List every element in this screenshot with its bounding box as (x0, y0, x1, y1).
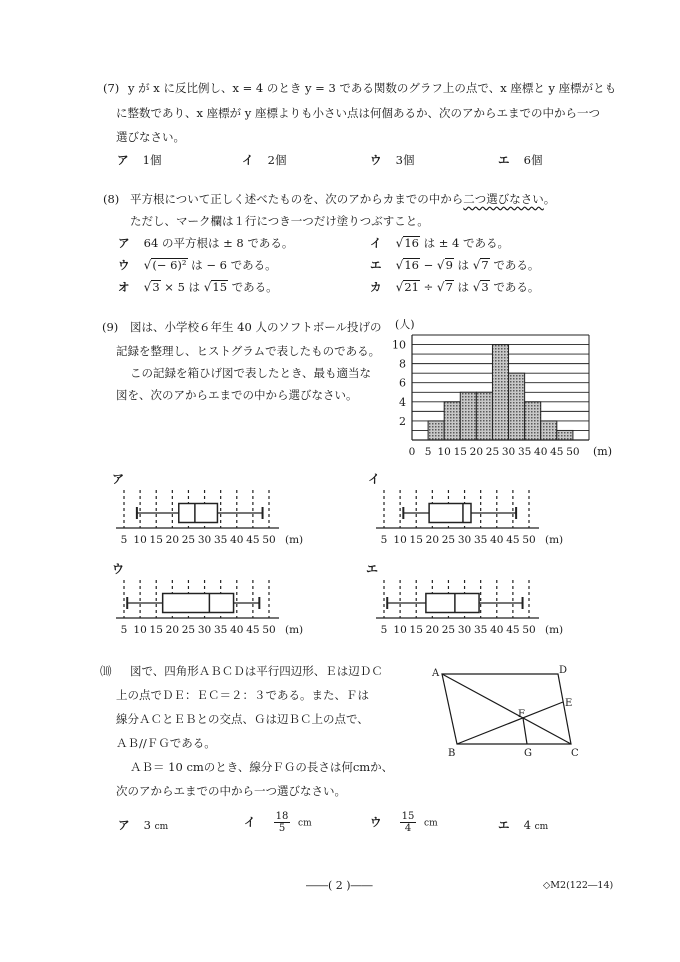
radical-sign: √ (143, 258, 152, 272)
boxplot-label: イ (368, 472, 381, 486)
q7-text-line3: 選びなさい。 (116, 130, 185, 144)
segment-ac (442, 674, 571, 744)
x-tick-label: 45 (550, 446, 564, 458)
x-axis-unit: (m) (285, 624, 304, 636)
q10-choice-e[interactable] (498, 818, 548, 834)
x-tick-label: 10 (393, 624, 407, 636)
operator: ÷ (419, 280, 437, 294)
choice-label: エ (498, 153, 510, 167)
choice-text: 3個 (395, 153, 415, 167)
q8-text-main: 平方根について正しく述べたものを、次のアからカまでの中から (130, 192, 464, 206)
segment-fg (523, 718, 527, 744)
radical-sign: √ (203, 280, 212, 294)
fraction (400, 811, 417, 834)
x-tick-label: 40 (230, 534, 244, 546)
choice-label: ア (118, 236, 130, 250)
parallelogram-figure (420, 655, 600, 765)
x-tick-label: 15 (149, 534, 163, 546)
choice-unit: cm (534, 822, 549, 832)
radicand: 21 (404, 280, 419, 294)
x-tick-label: 20 (165, 534, 180, 546)
point-g: G (524, 748, 532, 759)
choice-text: である。 (228, 280, 278, 294)
radical-sign: √ (395, 236, 404, 250)
histogram-bar (557, 430, 573, 440)
choice-label: カ (370, 280, 382, 294)
x-tick-label: 10 (133, 534, 147, 546)
x-axis-unit: (m) (285, 534, 304, 546)
radicand: 16 (404, 236, 419, 250)
fraction (274, 811, 291, 834)
boxplot-label: エ (366, 562, 379, 576)
denominator: 4 (404, 823, 412, 834)
x-tick-label: 20 (425, 534, 440, 546)
x-tick-label: 35 (473, 534, 488, 546)
connector: は (453, 280, 473, 294)
q10-text-line1: 図で、四角形ＡＢＣＤは平行四辺形、Ｅは辺ＤＣ (130, 664, 383, 678)
q8-choice-ka[interactable] (370, 280, 539, 294)
x-tick-label: 25 (441, 534, 456, 546)
choice-label: イ (244, 814, 256, 829)
radicand: 15 (212, 280, 228, 294)
x-tick-label: 30 (457, 624, 472, 636)
choice-label: ウ (118, 258, 130, 272)
histogram-bar (460, 392, 476, 440)
q10-choice-i[interactable] (244, 811, 312, 834)
choice-value: 3 (143, 818, 151, 832)
choice-text: 2個 (267, 153, 287, 167)
x-tick-label: 50 (566, 446, 580, 458)
choice-text: である。 (489, 280, 540, 294)
radical-sign: √ (472, 280, 481, 294)
choice-text: である。 (489, 258, 540, 272)
radical-sign: √ (143, 280, 152, 294)
x-tick-label: 45 (506, 624, 520, 636)
boxplot-i[interactable] (360, 465, 590, 555)
choice-text: は − 6 である。 (187, 258, 277, 272)
x-tick-label: 20 (165, 624, 180, 636)
x-tick-label: 5 (424, 446, 432, 458)
x-tick-label: 35 (517, 446, 532, 458)
connector: は (453, 258, 473, 272)
q9-text-line4: 図を、次のアからエまでの中から選びなさい。 (116, 388, 358, 402)
choice-text: は ± 4 である。 (419, 236, 510, 250)
numerator: 18 (275, 811, 289, 822)
box (163, 594, 234, 613)
q8-choice-i[interactable] (370, 236, 509, 250)
q10-text-line5: ＡＢ＝ 10 cmのとき、線分ＦＧの長さは何cmか、 (130, 760, 394, 774)
choice-label: エ (370, 258, 382, 272)
radicand: (− 6)² (152, 258, 187, 272)
box (426, 594, 479, 613)
q8-choice-a[interactable] (118, 236, 293, 250)
q9-text-line3: この記録を箱ひげ図で表したとき、最も適当な (130, 366, 372, 380)
point-f: F (518, 709, 525, 720)
q10-choice-a[interactable] (118, 818, 168, 834)
x-tick-label: 5 (120, 624, 128, 636)
numerator: 15 (401, 811, 415, 822)
choice-unit: cm (424, 818, 438, 829)
choice-text: 64 の平方根は ± 8 である。 (143, 236, 294, 250)
operator: − (419, 258, 437, 272)
histogram-x-ticks (409, 446, 580, 458)
q7-choice-i[interactable] (242, 153, 286, 167)
histogram-bar (476, 392, 492, 440)
radical-sign: √ (395, 280, 404, 294)
exam-code: ◇M2(122―14) (543, 880, 614, 891)
x-axis-unit: (m) (545, 624, 564, 636)
histogram-bar (525, 402, 541, 440)
x-tick-label: 30 (197, 534, 212, 546)
histogram-x-label: (m) (593, 445, 613, 458)
q10-text-line2: 上の点でＤＥ：ＥＣ＝２：３である。また、Ｆは (116, 688, 369, 702)
q8-number: (8) (103, 192, 120, 206)
q10-choice-u[interactable] (370, 811, 438, 834)
q8-period: 。 (543, 192, 556, 206)
denominator: 5 (278, 823, 286, 834)
q10-number: ⑽ (100, 664, 112, 678)
page-number: ――( 2 )―― (306, 879, 373, 892)
radical-sign: √ (436, 280, 445, 294)
choice-value: 4 (523, 818, 531, 832)
q8-choice-e[interactable] (370, 258, 539, 272)
q7-text-line1: y が x に反比例し、x = 4 のとき y = 3 である関数のグラフ上の点で、x 座標と y 座標がとも (128, 81, 617, 95)
choice-unit: cm (154, 822, 169, 832)
vertex-a: A (432, 668, 440, 679)
x-tick-label: 35 (473, 624, 488, 636)
boxplot-e[interactable] (360, 555, 590, 645)
x-tick-label: 10 (437, 446, 451, 458)
x-tick-label: 30 (457, 534, 472, 546)
radical-sign: √ (472, 258, 481, 272)
box (429, 504, 471, 523)
q9-text-line2: 記録を整理し、ヒストグラムで表したものである。 (116, 344, 381, 358)
radicand: 3 (152, 280, 160, 294)
x-tick-label: 50 (262, 624, 276, 636)
x-tick-label: 45 (246, 534, 260, 546)
radicand: 7 (445, 280, 453, 294)
histogram-bar (541, 421, 557, 440)
box (179, 504, 218, 523)
x-tick-label: 15 (453, 446, 467, 458)
q7-choice-e[interactable] (498, 153, 542, 167)
histogram-bar (428, 421, 444, 440)
y-tick-label: 4 (399, 395, 406, 409)
x-tick-label: 15 (149, 624, 163, 636)
y-tick-label: 8 (399, 357, 406, 371)
x-tick-label: 5 (120, 534, 128, 546)
radicand: 9 (445, 258, 453, 272)
x-tick-label: 25 (181, 624, 196, 636)
boxplot-label: ウ (112, 562, 125, 576)
boxplot-label: ア (112, 472, 125, 486)
radicand: 3 (481, 280, 489, 294)
point-e: E (565, 698, 573, 709)
q8-emphasis: 二つ選びなさい (463, 192, 544, 206)
x-tick-label: 25 (181, 534, 196, 546)
choice-label: エ (498, 818, 510, 832)
histogram (375, 315, 625, 460)
radical-sign: √ (436, 258, 445, 272)
q9-text-line1: 図は、小学校６年生 40 人のソフトボール投げの (130, 320, 382, 334)
y-tick-label: 10 (392, 338, 406, 352)
q7-number: (7) (103, 81, 120, 95)
choice-label: イ (370, 236, 382, 250)
x-tick-label: 50 (522, 534, 536, 546)
q10-text-line6: 次のアからエまでの中から一つ選びなさい。 (116, 784, 346, 798)
choice-text: 1個 (142, 153, 162, 167)
x-tick-label: 10 (393, 534, 407, 546)
vertex-c: C (571, 748, 579, 759)
q8-choice-u[interactable] (118, 258, 277, 272)
x-tick-label: 50 (522, 624, 536, 636)
x-tick-label: 50 (262, 534, 276, 546)
choice-label: ア (117, 153, 129, 167)
q7-choice-a[interactable] (117, 153, 161, 167)
histogram-bar (492, 345, 508, 440)
q10-text-line3: 線分ＡＣとＥＢとの交点、Ｇは辺ＢＣ上の点で、 (116, 712, 369, 726)
radical-sign: √ (395, 258, 404, 272)
x-tick-label: 20 (469, 446, 484, 458)
q7-text-line2: に整数であり、x 座標が y 座標よりも小さい点は何個あるか、次のアからエまでの中から一つ (116, 106, 600, 120)
x-tick-label: 30 (501, 446, 516, 458)
q8-choice-o[interactable] (118, 280, 278, 294)
q8-text-line1 (130, 192, 555, 206)
choice-label: ウ (370, 814, 382, 829)
radicand: 16 (404, 258, 419, 272)
x-tick-label: 15 (409, 534, 423, 546)
y-tick-label: 2 (399, 414, 406, 428)
boxplot-u[interactable] (100, 555, 330, 645)
x-tick-label: 25 (441, 624, 456, 636)
x-tick-label: 10 (133, 624, 147, 636)
histogram-bar (444, 402, 460, 440)
radicand: 7 (481, 258, 489, 272)
choice-label: オ (118, 280, 130, 294)
choice-unit: cm (298, 818, 312, 829)
x-tick-label: 20 (425, 624, 440, 636)
x-tick-label: 30 (197, 624, 212, 636)
histogram-y-ticks (392, 339, 406, 428)
connector: × 5 は (160, 280, 204, 294)
choice-text: 6個 (523, 153, 543, 167)
y-tick-label: 6 (399, 376, 406, 390)
x-tick-label: 5 (380, 624, 388, 636)
x-tick-label: 40 (534, 446, 548, 458)
q7-choice-u[interactable] (370, 153, 414, 167)
q8-text-line2: ただし、マーク欄は１行につき一つだけ塗りつぶすこと。 (130, 214, 429, 228)
x-tick-label: 25 (485, 446, 500, 458)
x-tick-label: 0 (408, 446, 416, 458)
q9-number: (9) (102, 320, 119, 334)
x-tick-label: 45 (246, 624, 260, 636)
histogram-y-label: (人) (395, 318, 415, 331)
choice-label: ア (118, 818, 130, 832)
x-tick-label: 5 (380, 534, 388, 546)
x-tick-label: 40 (230, 624, 244, 636)
vertex-d: D (559, 665, 568, 676)
x-tick-label: 35 (213, 624, 228, 636)
x-tick-label: 15 (409, 624, 423, 636)
segment-eb (457, 702, 563, 744)
x-tick-label: 40 (490, 534, 504, 546)
boxplot-a[interactable] (100, 465, 330, 555)
x-tick-label: 45 (506, 534, 520, 546)
x-tick-label: 40 (490, 624, 504, 636)
vertex-b: B (448, 748, 456, 759)
x-tick-label: 35 (213, 534, 228, 546)
x-axis-unit: (m) (545, 534, 564, 546)
histogram-bar (509, 373, 525, 440)
choice-label: イ (242, 153, 254, 167)
q10-text-line4: ＡＢ//ＦＧである。 (116, 736, 216, 750)
choice-label: ウ (370, 153, 382, 167)
